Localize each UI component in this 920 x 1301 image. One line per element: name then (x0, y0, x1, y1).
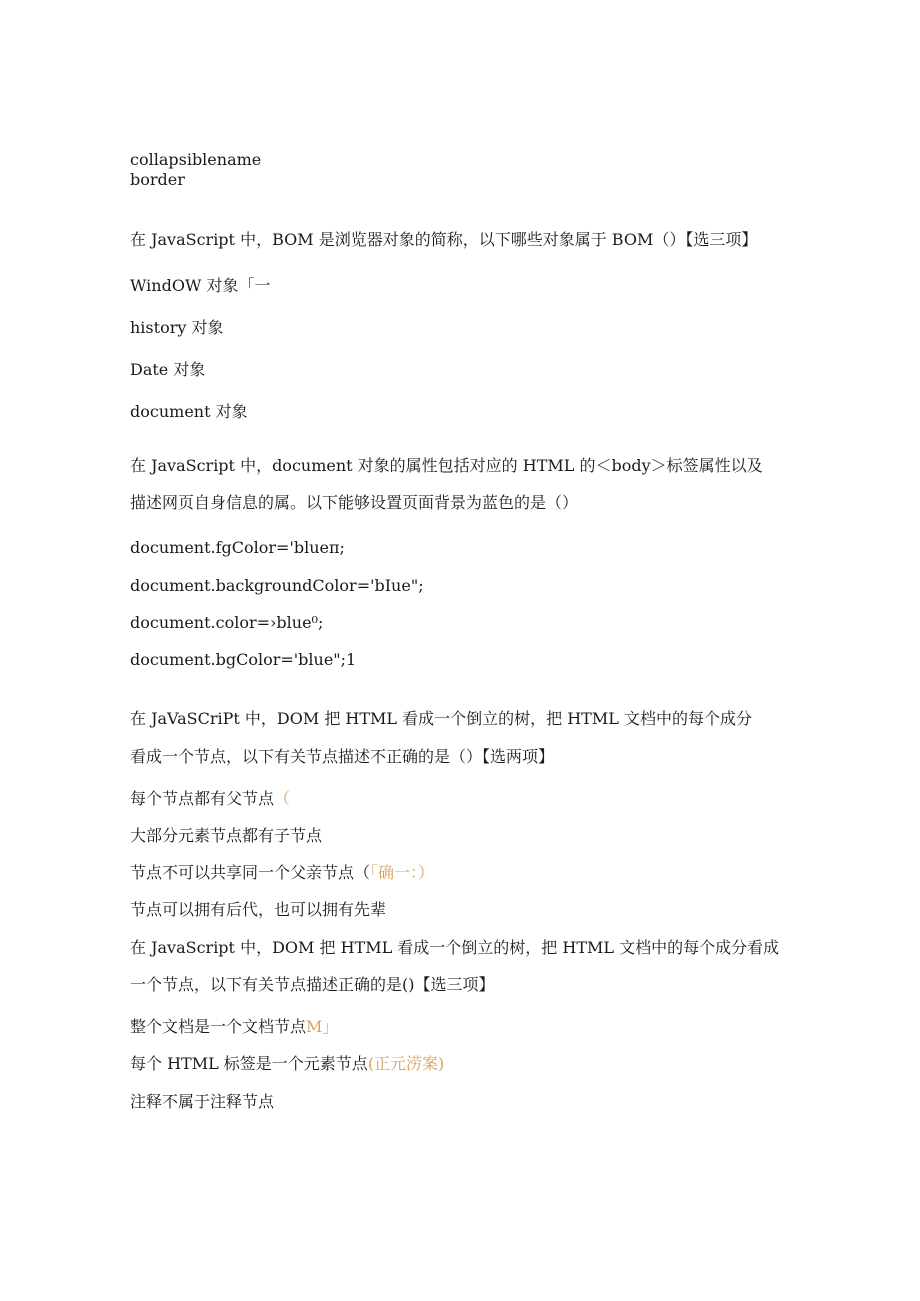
q2-option-a: document.fgColor='blueπ; (130, 538, 345, 557)
intro-line-1: collapsiblename (130, 150, 262, 169)
q3-option-c-text: 节点不可以共享同一个父亲节点（ (130, 863, 371, 882)
q4-stem-line-1: 在 JavaScript 中，DOM 把 HTML 看成一个倒立的树，把 HTML 文档中的每个成分看成 (130, 938, 780, 957)
q3-stem-line-2: 看成一个节点，以下有关节点描述不正确的是（）【选两项】 (130, 747, 555, 766)
q3-option-d (130, 900, 386, 920)
q4-option-a (130, 1017, 338, 1037)
q1-option-d: document 对象 (130, 402, 248, 421)
q2-option-d: document.bgColor='blue";1 (130, 650, 357, 669)
q1-option-a: WindOW 对象「一 (130, 276, 271, 295)
q4-option-a-mark: M」 (306, 1017, 339, 1036)
q2-option-c: document.color=›blue⁰; (130, 613, 324, 632)
q4-option-c (130, 1092, 274, 1112)
q4-option-b-text: 每个 HTML 标签是一个元素节点 (130, 1054, 368, 1073)
q2-stem-line-1: 在 JavaScript 中，document 对象的属性包括对应的 HTML 的＜body＞标签属性以及 (130, 456, 763, 475)
q3-option-b (130, 826, 322, 846)
q1-stem: 在 JavaScript 中，BOM 是浏览器对象的简称，以下哪些对象属于 BOM（）【选三项】 (130, 230, 758, 249)
q3-option-b-text: 大部分元素节点都有子节点 (130, 826, 323, 845)
q3-option-c-mark: 「确一：） (370, 863, 435, 882)
q4-option-c-text: 注释不属于注释节点 (130, 1092, 275, 1111)
q1-option-b: history 对象 (130, 318, 224, 337)
q2-option-b: document.backgroundColor='bIue"; (130, 576, 424, 595)
q2-stem-line-2: 描述网页自身信息的属。以下能够设置页面背景为蓝色的是（） (130, 493, 579, 512)
q3-option-a-text: 每个节点都有父节点 (130, 789, 275, 808)
q3-option-a-mark: （ (274, 789, 291, 808)
q3-option-d-text: 节点可以拥有后代，也可以拥有先辈 (130, 900, 387, 919)
q4-option-b-mark: (正元涝案) (367, 1054, 445, 1073)
q3-stem-line-1: 在 JaVaSCriPt 中，DOM 把 HTML 看成一个倒立的树，把 HTML 文档中的每个成分 (130, 709, 752, 728)
q3-option-c (130, 863, 434, 883)
q3-option-a (130, 789, 290, 809)
q1-option-c: Date 对象 (130, 360, 206, 379)
intro-line-2: border (130, 170, 185, 189)
q4-option-b (130, 1054, 444, 1074)
q4-option-a-text: 整个文档是一个文档节点 (130, 1017, 307, 1036)
q4-stem-line-2: 一个节点，以下有关节点描述正确的是()【选三项】 (130, 975, 495, 994)
